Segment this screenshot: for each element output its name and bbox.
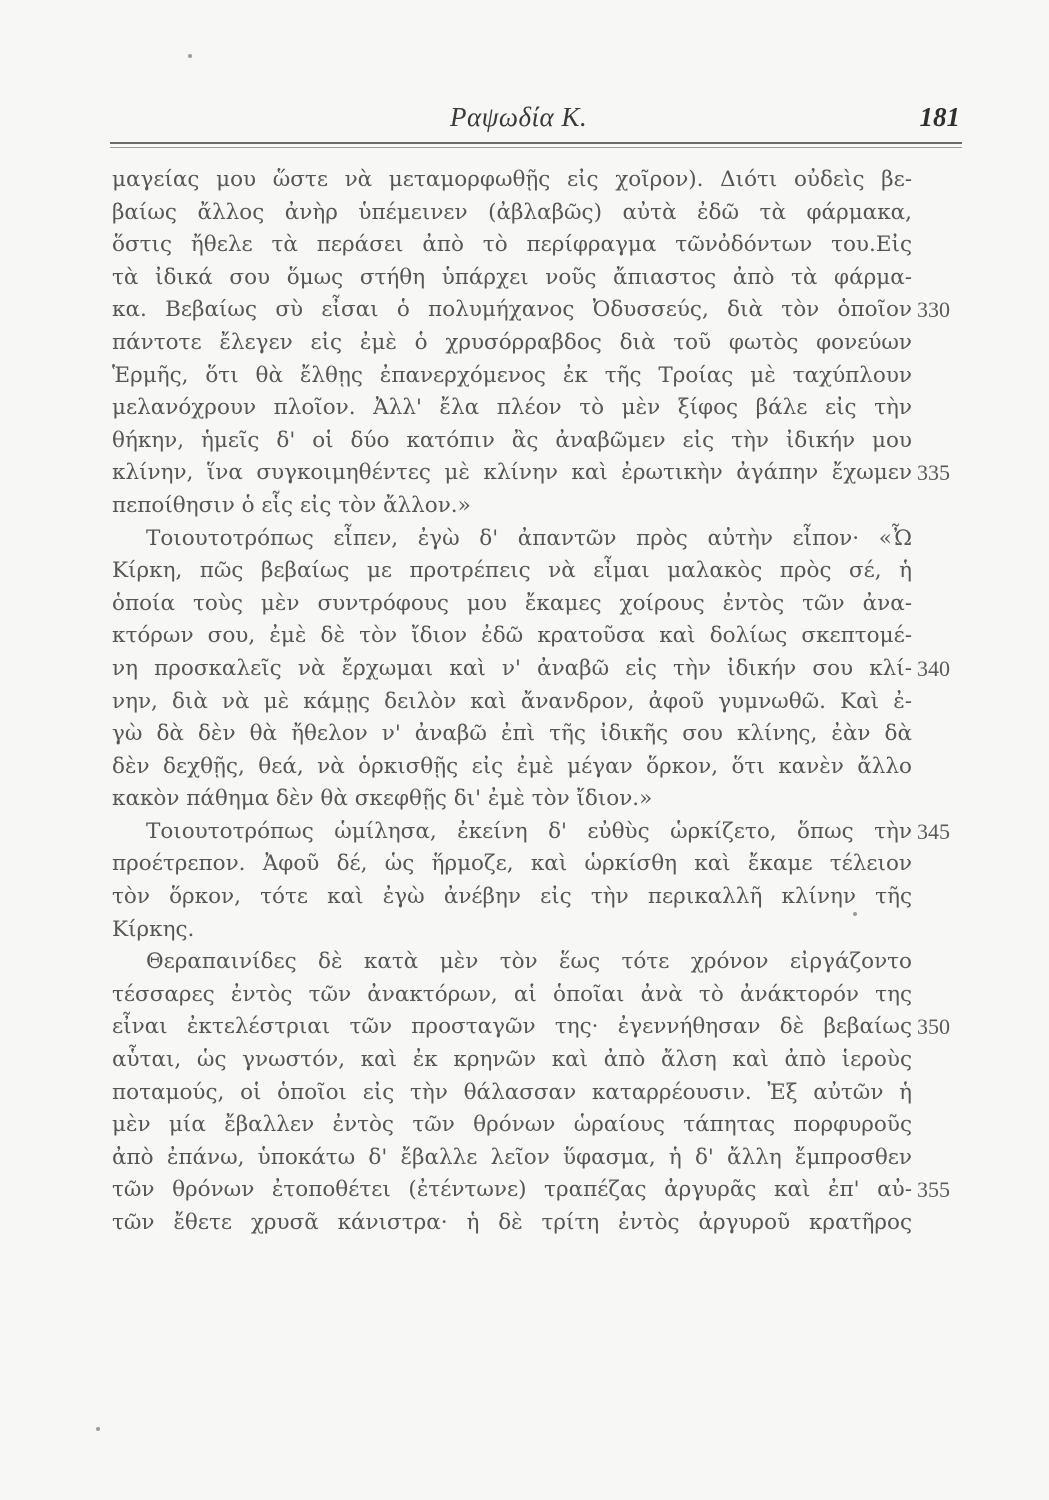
line-number: 355: [917, 1177, 950, 1203]
text-line: [112, 262, 912, 295]
text-line-content: Ἑρμῆς, ὅτι θὰ ἔλθῃς ἐπανερχόμενος ἐκ τῆς Τροίας μὲ ταχύπλουν: [112, 362, 912, 388]
text-line-content: τὸν ὅρκον, τότε καὶ ἐγὼ ἀνέβην εἰς τὴν περικαλλῆ κλίνην τῆς: [112, 884, 912, 910]
text-line: [112, 620, 912, 653]
text-line-content: κλίνην, ἵνα συγκοιμηθέντες μὲ κλίνην καὶ ἐρωτικὴν ἀγάπην ἔχωμεν: [112, 460, 912, 486]
text-line: [112, 588, 912, 621]
text-line: [112, 881, 912, 914]
text-line-content: Κίρκης.: [112, 916, 195, 942]
text-line-content: Θεραπαινίδες δὲ κατὰ μὲν τὸν ἕως τότε χρόνον εἰργάζοντο: [146, 949, 912, 975]
text-line: [112, 1011, 950, 1044]
header-rule: [110, 142, 962, 144]
text-line-content: βαίως ἄλλος ἀνὴρ ὑπέμεινεν (ἀβλαβῶς) αὐτὰ ἐδῶ τὰ φάρμακα,: [112, 199, 912, 225]
text-line-content: τέσσαρες ἐντὸς τῶν ἀνακτόρων, αἱ ὁποῖαι ἀνὰ τὸ ἀνάκτορόν της: [112, 981, 912, 1007]
text-line-content: ὁποία τοὺς μὲν συντρόφους μου ἔκαμες χοίρους ἐντὸς τῶν ἀνα-: [112, 590, 912, 616]
text-line: [112, 979, 912, 1012]
text-line-content: γὼ δὰ δὲν θὰ ἤθελον ν' ἀναβῶ ἐπὶ τῆς ἰδικῆς σου κλίνης, ἐὰν δὰ: [112, 721, 912, 747]
text-line: [112, 1207, 912, 1240]
running-header: [110, 100, 962, 140]
text-line-content: Τοιουτοτρόπως εἶπεν, ἐγὼ δ' ἀπαντῶν πρὸς αὐτὴν εἶπον· «Ὦ: [146, 525, 912, 551]
text-line-content: κακὸν πάθημα δὲν θὰ σκεφθῇς δι' ἐμὲ τὸν ἴδιον.»: [112, 786, 653, 812]
text-line: [112, 229, 912, 262]
text-line-content: ὅστις ἤθελε τὰ περάσει ἀπὸ τὸ περίφραγμα τῶνὀδόντων του.Εἰς: [112, 232, 912, 258]
line-number: 350: [917, 1014, 950, 1040]
text-line: [112, 457, 950, 490]
text-line: [112, 1174, 950, 1207]
text-line-content: πεποίθησιν ὁ εἷς εἰς τὸν ἄλλον.»: [112, 492, 471, 518]
text-line-content: θήκην, ἡμεῖς δ' οἱ δύο κατόπιν ἂς ἀναβῶμεν εἰς τὴν ἰδικήν μου: [112, 427, 912, 453]
text-line-content: Τοιουτοτρόπως ὡμίλησα, ἐκείνη δ' εὐθὺς ὡρκίζετο, ὅπως τὴν: [146, 818, 912, 844]
text-line: [112, 327, 912, 360]
text-line: [112, 197, 912, 230]
print-speck: [96, 1427, 100, 1431]
text-line: [112, 490, 912, 523]
print-speck: [188, 54, 192, 58]
text-line-content: ἀπὸ ἐπάνω, ὑποκάτω δ' ἔβαλλε λεῖον ὕφασμα, ἡ δ' ἄλλη ἔμπροσθεν: [112, 1144, 912, 1170]
text-line-content: ποταμούς, οἱ ὁποῖοι εἰς τὴν θάλασσαν καταρρέουσιν. Ἐξ αὐτῶν ἡ: [112, 1079, 912, 1105]
page-number: 181: [919, 102, 960, 132]
text-line: [112, 392, 912, 425]
text-line-content: μὲν μία ἔβαλλεν ἐντὸς τῶν θρόνων ὡραίους τάπητας πορφυροῦς: [112, 1112, 912, 1138]
text-line-content: νην, διὰ νὰ μὲ κάμῃς δειλὸν καὶ ἄνανδρον, ἀφοῦ γυμνωθῶ. Καὶ ἐ-: [112, 688, 912, 714]
text-line: [112, 914, 912, 947]
text-line: [112, 555, 912, 588]
text-line: [112, 848, 912, 881]
text-line-content: τὰ ἰδικά σου ὅμως στήθη ὑπάρχει νοῦς ἄπιαστος ἀπὸ τὰ φάρμα-: [112, 264, 912, 290]
text-line-content: δὲν δεχθῇς, θεά, νὰ ὁρκισθῇς εἰς ἐμὲ μέγαν ὅρκον, ὅτι κανὲν ἄλλο: [112, 753, 912, 779]
text-line: [112, 751, 912, 784]
text-line: [112, 1077, 912, 1110]
text-line-content: Κίρκη, πῶς βεβαίως με προτρέπεις νὰ εἶμαι μαλακὸς πρὸς σέ, ἡ: [112, 558, 912, 584]
text-line-content: εἶναι ἐκτελέστριαι τῶν προσταγῶν της· ἐγεννήθησαν δὲ βεβαίως: [112, 1014, 912, 1040]
text-line: [112, 164, 912, 197]
text-line-content: μελανόχρουν πλοῖον. Ἀλλ' ἔλα πλέον τὸ μὲν ξίφος βάλε εἰς τὴν: [112, 395, 912, 421]
text-line: [112, 294, 950, 327]
text-line: [112, 1142, 912, 1175]
text-line: [112, 816, 950, 849]
line-number: 345: [917, 818, 950, 844]
text-line: [112, 1109, 912, 1142]
text-line-content: νη προσκαλεῖς νὰ ἔρχωμαι καὶ ν' ἀναβῶ εἰς τὴν ἰδικήν σου κλί-: [112, 655, 912, 681]
text-line-content: πάντοτε ἔλεγεν εἰς ἐμὲ ὁ χρυσόρραβδος διὰ τοῦ φωτὸς φονεύων: [112, 329, 912, 355]
line-number: 335: [917, 460, 950, 486]
text-line: [112, 653, 950, 686]
line-number: 330: [917, 297, 950, 323]
text-line-content: μαγείας μου ὥστε νὰ μεταμορφωθῇς εἰς χοῖρον). Διότι οὐδεὶς βε-: [112, 167, 912, 192]
line-number: 340: [917, 655, 950, 681]
header-rule-thin: [110, 147, 962, 148]
print-speck: [853, 912, 857, 916]
text-line-content: τῶν ἔθετε χρυσᾶ κάνιστρα· ἡ δὲ τρίτη ἐντὸς ἀργυροῦ κρατῆρος: [112, 1210, 912, 1235]
text-line-content: κα. Βεβαίως σὺ εἶσαι ὁ πολυμήχανος Ὀδυσσεύς, διὰ τὸν ὁποῖον: [112, 297, 912, 323]
text-line: [112, 425, 912, 458]
text-line-content: κτόρων σου, ἐμὲ δὲ τὸν ἴδιον ἐδῶ κρατοῦσα καὶ δολίως σκεπτομέ-: [112, 623, 912, 649]
text-line: [112, 686, 912, 719]
text-line: [112, 946, 912, 979]
text-line: [112, 360, 912, 393]
text-line-content: αὗται, ὡς γνωστόν, καὶ ἐκ κρηνῶν καὶ ἀπὸ ἄλση καὶ ἀπὸ ἱεροὺς: [112, 1047, 912, 1073]
text-line-content: τῶν θρόνων ἐτοποθέτει (ἐτέντωνε) τραπέζας ἀργυρᾶς καὶ ἐπ' αὐ-: [112, 1177, 912, 1203]
chapter-title: Ραψωδία Κ.: [450, 102, 588, 132]
text-line: [112, 523, 912, 556]
text-line: [112, 718, 912, 751]
text-line-content: προέτρεπον. Ἀφοῦ δέ, ὡς ἥρμοζε, καὶ ὡρκίσθη καὶ ἔκαμε τέλειον: [112, 851, 912, 877]
text-line: [112, 1044, 912, 1077]
text-line: [112, 783, 912, 816]
text-body: [112, 164, 950, 1240]
